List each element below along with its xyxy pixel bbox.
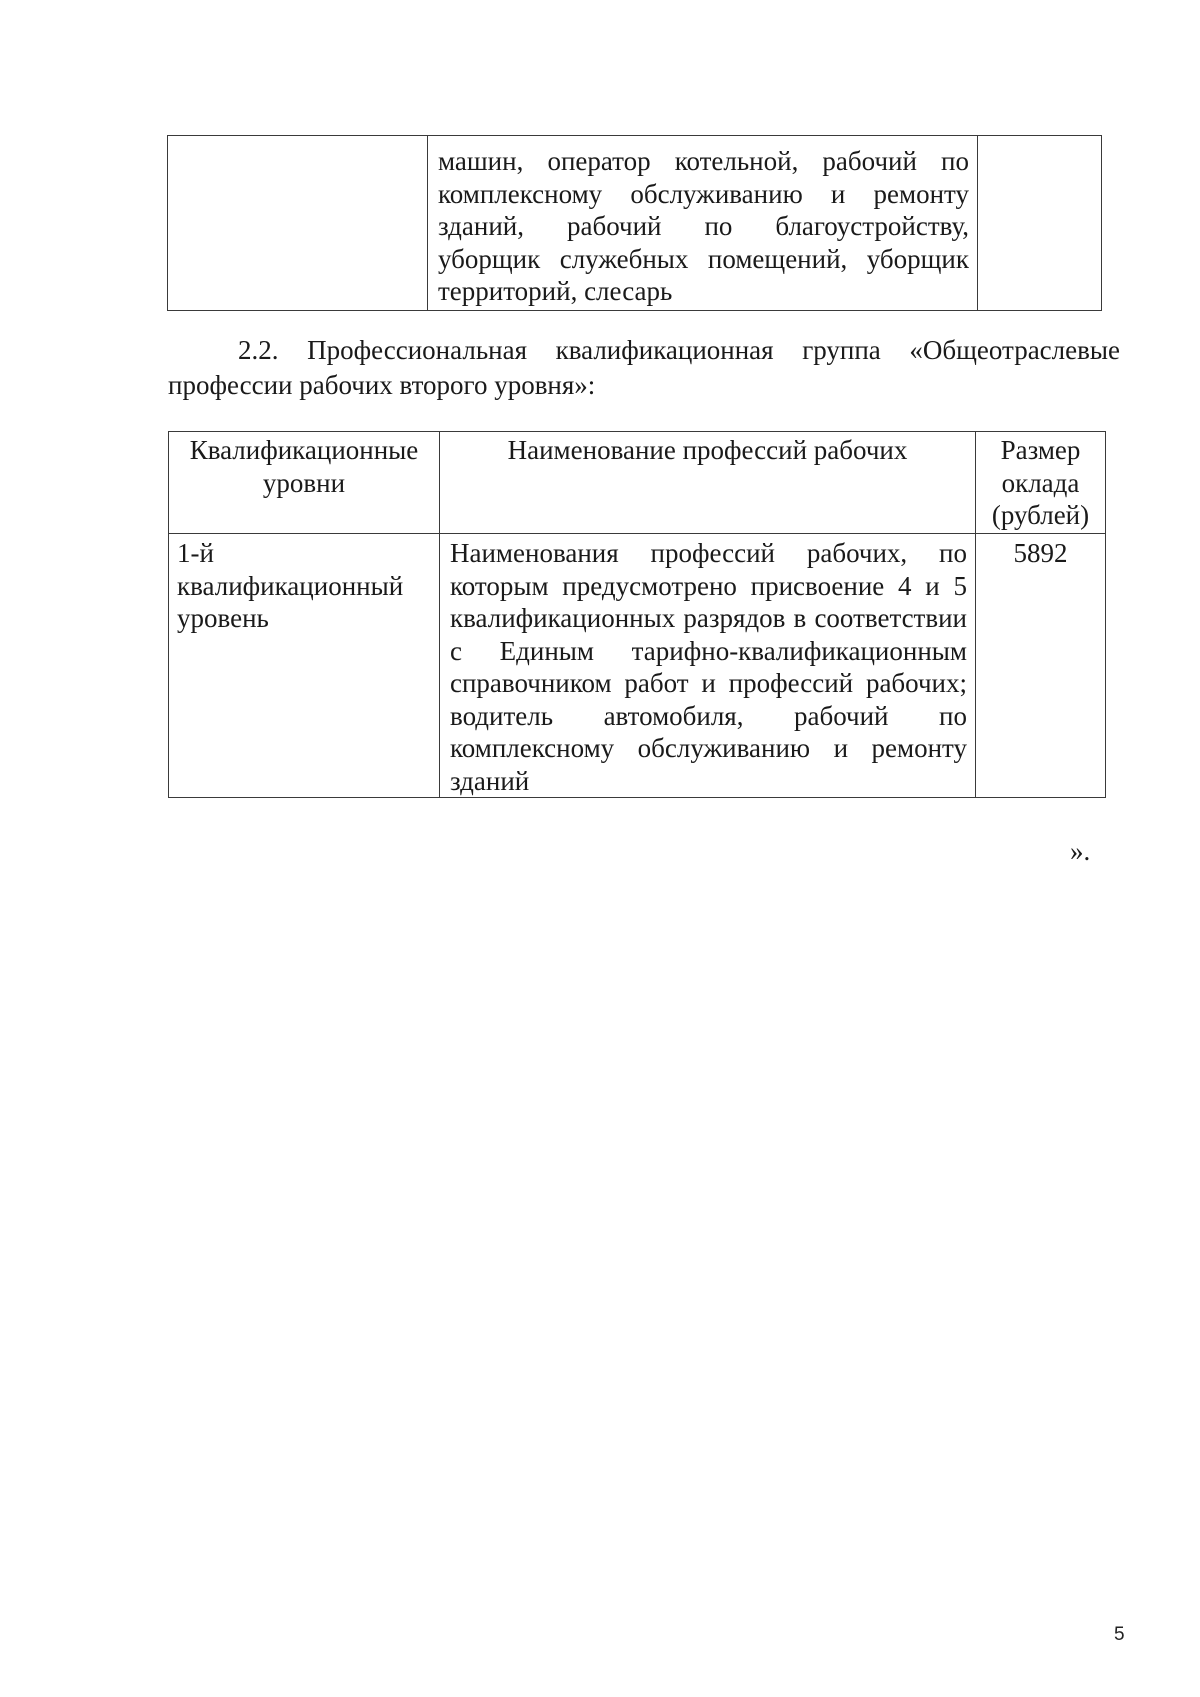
table-cell-empty	[978, 136, 1102, 311]
cell-professions	[440, 534, 976, 798]
table-row	[169, 534, 1106, 798]
header-salary-text: Размер оклада (рублей)	[991, 435, 1090, 530]
header-levels-text: Квалификационные уровни	[189, 435, 419, 498]
table-cell-empty	[168, 136, 428, 311]
qualification-table	[168, 431, 1106, 798]
header-cell-salary	[976, 432, 1106, 534]
closing-quote: ».	[1070, 836, 1091, 866]
section-paragraph: 2.2. Профессиональная квалификационная группа «Общеотраслевые профессии рабочих второго уровня»:	[168, 335, 1120, 400]
header-cell-levels	[169, 432, 440, 534]
salary-value: 5892	[1013, 538, 1068, 568]
professions-text: машин, оператор котельной, рабочий по комплексному обслуживанию и ремонту зданий, рабочий по благоустройству, уборщик служебных помещений, уборщик территорий, слесарь	[438, 146, 969, 306]
table-header-row	[169, 432, 1106, 534]
header-professions-text: Наименование профессий рабочих	[507, 435, 908, 465]
table-row	[168, 136, 1102, 311]
cell-level	[169, 534, 440, 798]
continued-table	[167, 135, 1102, 311]
table-cell-professions	[428, 136, 978, 311]
cell-salary	[976, 534, 1106, 798]
professions-list-text: Наименования профессий рабочих, по которым предусмотрено присвоение 4 и 5 квалификационных разрядов в соответствии с Единым тарифно-квалификационным справочником работ и профессий рабочих; водитель автомобиля, рабочий по комплексному обслуживанию и ремонту зданий	[450, 538, 967, 796]
level-text: 1-й квалификационный уровень	[177, 538, 404, 633]
page-number: 5	[1114, 1624, 1125, 1645]
header-cell-professions	[440, 432, 976, 534]
